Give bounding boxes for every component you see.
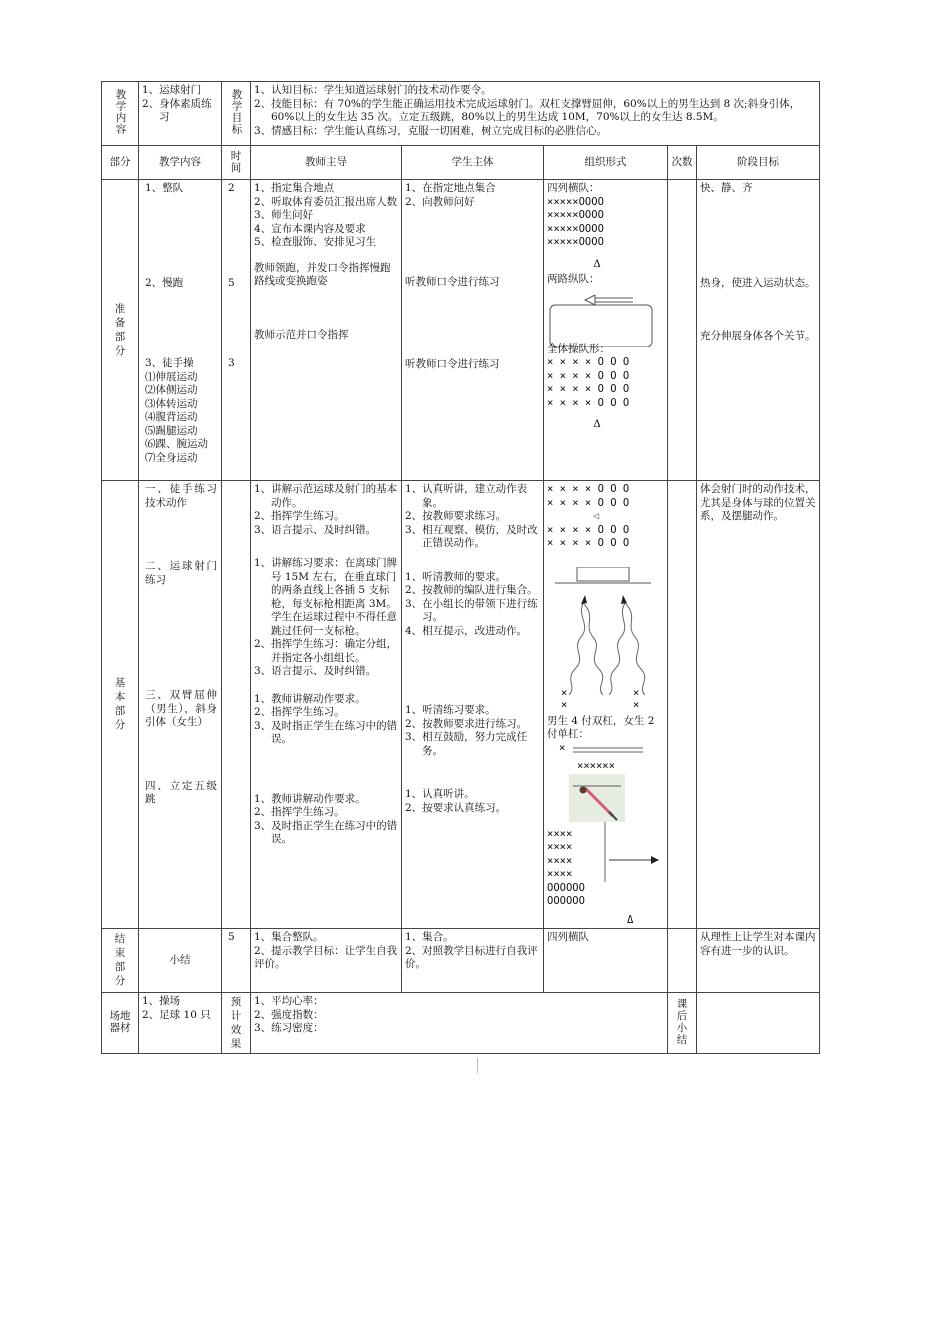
col-content: 教学内容 [139,146,222,180]
end-label-cell [102,929,139,993]
prep-sub-item: ⑹踝、腕运动 [145,438,208,450]
teacher-step: 教师领跑，并发口令指挥慢跑路线或变换跑姿 [254,261,391,287]
objectives-cell [251,82,820,146]
content-label: 教学内容 [114,88,127,135]
stage-goal: 体会射门时的动作技术，尤其是身体与球的位置关系，及摆腿动作。 [700,483,816,522]
stage-goal: 从理性上让学生对本课内容有进一步的认识。 [700,931,816,957]
player-marker: × [633,686,640,699]
content-items-cell [139,82,222,146]
basic-content-1: 一、徒手练习技术动作 [145,483,217,509]
formation-row: OOOOOO [547,895,585,907]
formation-row: × × × × O O O [547,483,630,495]
formation-row: ×××××OOOO [547,209,604,221]
effect-item: 2、强度指数： [254,1008,324,1021]
stage-goal: 快、静、齐 [700,182,753,194]
effect-label-cell [222,993,251,1054]
effects-cell [251,993,668,1054]
basic-row [102,481,820,929]
teacher-step: 1、讲解练习要求：在离球门牌号 15M 左右，在垂直球门的两条直线上各插 5 支标枪，每支标枪相距离 3M。学生在运球过程中不得任意跳过任何一支标枪。 [254,557,398,637]
col-reps: 次数 [668,146,697,180]
player-marker: × [633,698,640,711]
teacher-step: 1、教师讲解动作要求。 [254,792,366,805]
col-goal: 阶段目标 [697,146,820,180]
effect-item: 3、练习密度： [254,1022,324,1034]
header-row [102,82,820,146]
venue-item: 1、操场 [142,995,181,1007]
basic-content-2: 二、运球射门练习 [145,560,217,586]
formation-row: × × × × O O O [547,537,630,549]
formation-row: × × × × O O O [547,496,630,509]
prep-time-cell [222,180,251,481]
formation-row: ×××× [547,868,573,880]
formation-row: ×××××OOOO [547,236,604,248]
prep-student-cell [402,180,544,481]
prep-time-3: 3 [228,357,235,369]
route-track [550,305,652,347]
player-markers [547,687,664,713]
teacher-step: 3、语言提示、及时纠错。 [254,665,377,677]
prep-sub-item: ⑴伸展运动 [145,370,198,383]
student-step: 1、听清练习要求。 [405,704,496,716]
basic-label-cell [102,481,139,929]
content-label-cell [102,82,139,146]
teacher-step: 1、讲解示范运球及射门的基本动作。 [254,483,398,509]
end-reps-cell [668,929,697,993]
head-icon [580,786,587,793]
end-content: 小结 [139,929,222,993]
end-row [102,929,820,993]
teacher-position-icon: Δ [593,257,601,270]
student-step: 2、按要求认真练习。 [405,801,507,814]
formation-row: ×××××× [577,759,615,772]
org-title: 全体操队形： [547,342,610,355]
jump-formation [547,827,664,926]
dribble-path [625,603,645,695]
student-step: 2、对照教学目标进行自我评价。 [405,944,538,970]
end-org-cell [544,929,668,993]
student-step: 3、相互观察、模仿，及时改正错误动作。 [405,523,538,549]
col-part: 部分 [102,146,139,180]
student-step: 4、相互提示，改进动作。 [405,624,528,637]
basic-content-cell [139,481,222,929]
venue-items-cell [139,993,222,1054]
col-student: 学生主体 [402,146,544,180]
column-header-row [102,146,820,180]
arrow-head-icon [581,595,587,604]
formation-row: × × × × O O O [547,356,630,368]
content-item: 1、运球射门 [142,84,202,96]
effect-label: 预计效果 [230,996,242,1050]
col-time: 时间 [230,149,242,174]
effect-item: 1、平均心率： [254,995,324,1007]
teacher-step: 1、指定集合地点 [254,182,335,194]
basic-student-cell [402,481,544,929]
venue-item: 2、足球 10 只 [142,1008,211,1021]
prep-sub-item: ⑶体转运动 [145,397,198,410]
end-org: 四列横队 [547,931,589,943]
page-divider [477,1058,478,1073]
student-step: 听教师口令进行练习 [405,276,500,288]
player-marker: × [561,698,568,711]
teacher-step: 2、听取体育委员汇报出席人数 [254,195,398,208]
objective-label-cell [222,82,251,146]
prep-row [102,180,820,481]
prep-time-1: 2 [228,182,235,194]
basic-reps-cell [668,481,697,929]
student-step: 2、向教师问好 [405,195,475,208]
direction-arrow-icon [585,295,595,305]
student-step: 3、相互鼓励，努力完成任务。 [405,731,528,757]
teacher-step: 3、师生问好 [254,209,314,221]
end-goal-cell [697,929,820,993]
teacher-step: 2、指挥学生练习。 [254,806,345,818]
col-teacher: 教师主导 [251,146,402,180]
teacher-step: 教师示范并口令指挥 [254,328,349,341]
teacher-step: 2、提示教学目标：让学生自我评价。 [254,944,398,970]
prep-sub-item: ⑸踢腿运动 [145,424,198,437]
prep-sub-item: ⑷腹背运动 [145,411,198,423]
student-step: 1、听清教师的要求。 [405,570,507,583]
lesson-plan-table [101,81,820,1054]
arrow-head-icon [621,595,627,604]
prep-content-1: 1、整队 [145,182,184,194]
teacher-step: 2、指挥学生练习。 [254,510,345,522]
teacher-step: 3、及时指正学生在练习中的错误。 [254,819,398,845]
student-step: 听教师口令进行练习 [405,357,500,370]
summary-label-cell [668,993,697,1054]
formation-row: ×××× [547,827,573,840]
formation-row: × × × × O O O [547,396,630,409]
col-time-cell [222,146,251,180]
summary-cell[interactable] [697,993,820,1054]
basic-content-4: 四、立定五级跳 [145,779,217,805]
formation-row: × × × × O O O [547,369,630,382]
arrow-head-icon [651,856,659,864]
venue-label: 场地器材 [109,1010,131,1035]
jump-direction-diagram [601,822,661,912]
teacher-step: 1、教师讲解动作要求。 [254,692,366,705]
formation-row: OOOOOO [547,881,585,894]
prep-time-2: 5 [228,276,235,289]
teacher-step: 1、集合整队。 [254,931,324,943]
basic-content-3: 三、双臂屈伸（男生），斜身引体（女生） [145,689,217,728]
student-step: 1、集合。 [405,931,454,943]
formation-row: × × × × O O O [547,383,630,395]
teacher-step: 3、及时指正学生在练习中的错误。 [254,719,398,745]
prep-content-3: 3、徒手操 [145,357,194,369]
summary-label: 课后小结 [676,998,688,1047]
student-step: 2、按教师要求练习。 [405,510,507,522]
prep-label-cell [102,180,139,481]
teacher-step: 2、指挥学生练习：确定分组，并指定各小组组长。 [254,638,398,664]
col-organization: 组织形式 [544,146,668,180]
footer-row [102,993,820,1054]
prep-teacher-cell [251,180,402,481]
objective-label: 教学目标 [230,88,243,135]
player-marker: × [561,686,568,699]
org-title: 两路纵队： [547,273,600,285]
formation-row: ×××××OOOO [547,222,604,235]
content-item: 2、身体素质练习 [142,97,212,123]
objective-item: 1、认知目标：学生知道运球射门的技术动作要令。 [254,84,492,96]
formation-row: × [559,741,566,754]
teacher-step: 2、指挥学生练习。 [254,706,345,718]
teacher-step: 4、宣布本课内容及要求 [254,222,366,235]
student-step: 1、认真听讲，建立动作表象。 [405,483,528,509]
teacher-position-icon: ◁ [593,510,600,522]
prep-sub-item: ⑵体侧运动 [145,384,198,396]
end-time: 5 [228,931,235,943]
student-step: 1、在指定地点集合 [405,182,496,194]
teacher-step: 5、检查服饰、安排见习生 [254,236,377,248]
end-time-cell [222,929,251,993]
basic-teacher-cell [251,481,402,929]
incline-pull-up-icon [569,774,629,822]
bar-exercise-diagram [547,742,664,802]
dribble-path [583,603,603,695]
basic-goal-cell [697,481,820,929]
prep-content-cell [139,180,222,481]
running-route-diagram [547,293,655,347]
student-step: 2、按教师要求进行练习。 [405,717,528,730]
objective-item: 3、情感目标：学生能认真练习，克服一切困难，树立完成目标的必胜信心。 [254,124,608,137]
basic-org-cell [544,481,668,929]
org-title: 男生 4 付双杠，女生 2 付单杠： [547,714,655,740]
student-step: 1、认真听讲。 [405,788,475,800]
formation-row: × × × × O O O [547,523,630,536]
objective-item: 2、技能目标：有 70%的学生能正确运用技术完成运球射门。双杠支撑臂屈伸，60%以上的男生达到 8 次;斜身引体，60%以上的女生达 35 次。立定五级跳，80%以上的男生达成 10M，70%以上的女生达 8.5M。 [254,97,801,123]
teacher-step: 3、语言提示、及时纠错。 [254,523,377,536]
prep-sub-item: ⑺全身运动 [145,451,198,464]
stage-goal: 热身，使进入运动状态。 [700,276,816,289]
dribble-path [569,603,585,695]
prep-org-cell [544,180,668,481]
dribble-shooting-diagram [547,567,665,707]
stage-goal: 充分伸展身体各个关节。 [700,330,816,342]
goal-icon [577,567,629,581]
dribble-path [609,603,625,695]
teacher-position-icon: Δ [593,418,601,430]
prep-reps-cell [668,180,697,481]
student-step: 2、按教师的编队进行集合。 [405,584,538,596]
end-label: 结束部分 [114,933,126,988]
formation-row: ×××××OOOO [547,195,604,208]
formation-row: ×××× [547,854,573,867]
prep-label: 准备部分 [114,302,126,357]
org-title: 四列横队： [547,182,600,194]
prep-goal-cell [697,180,820,481]
basic-time-cell [222,481,251,929]
end-teacher-cell [251,929,402,993]
basic-label: 基本部分 [114,677,126,732]
teacher-position-icon: Δ [627,913,634,926]
end-student-cell [402,929,544,993]
formation-row: ×××× [547,841,573,853]
student-step: 3、在小组长的带领下进行练习。 [405,597,538,623]
prep-content-2: 2、慢跑 [145,276,184,289]
venue-label-cell [102,993,139,1054]
